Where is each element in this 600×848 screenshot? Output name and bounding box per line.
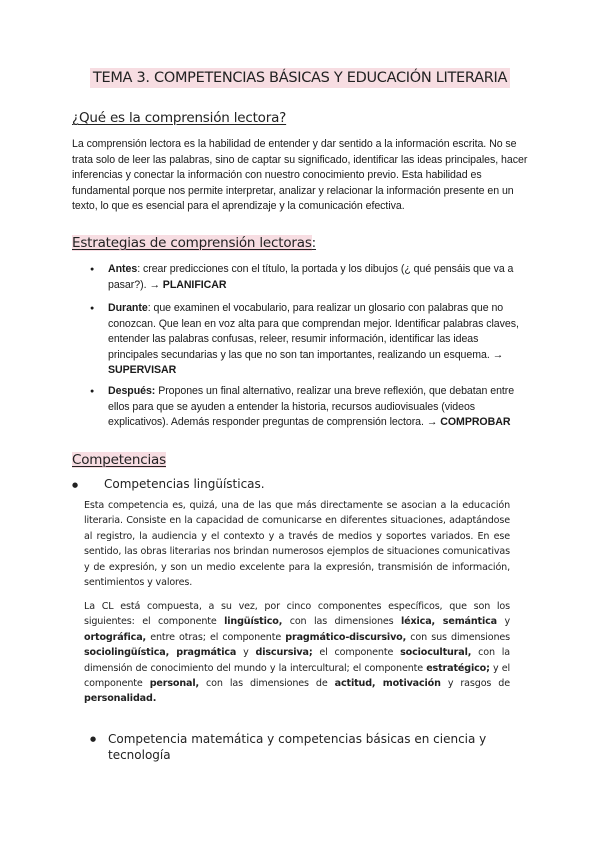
heading-competencias xyxy=(72,452,166,468)
list-item-durante xyxy=(90,301,530,379)
paragraph-competencia-linguistica: Esta competencia es, quizá, una de las que más directamente se asocian a la educación literaria. Consiste en la capacidad de comunicarse en diferentes situaciones, adaptándose al registro, la audiencia y el contexto y a través de medios y soportes variados. En ese sentido, las obras literarias nos brindan numerosos ejemplos de situaciones comunicativas y de expresión, y son un medio excelente para la expresión, transmisión de información, sentimientos y valores. xyxy=(84,500,510,589)
keyword: sociocultural, xyxy=(400,647,472,659)
bullet-competencias-linguisticas xyxy=(72,477,265,491)
strategy-result: COMPROBAR xyxy=(440,416,511,429)
paragraph-comprension-lectora: La comprensión lectora es la habilidad de entender y dar sentido a la información escrita. No se trata solo de leer las palabras, sino de captar su significado, identificar las ideas principales, hacer inferencias y conectar la información con nuestro conocimiento previo. Esta habilidad es fundamental porque nos permite interpretar, analizar y relacionar la información presente en un texto, lo que es esencial para el aprendizaje y la comunicación efectiva. xyxy=(72,138,528,213)
list-item-despues xyxy=(90,384,530,431)
text-run: y xyxy=(497,616,511,628)
keyword: actitud, motivación xyxy=(334,678,441,690)
text-run: y rasgos de xyxy=(440,678,510,690)
title-row xyxy=(0,68,600,88)
keyword: ortográfica, xyxy=(84,631,147,643)
strategy-text: : crear predicciones con el título, la portada y los dibujos (¿ qué pensáis que va a pasar?). → xyxy=(108,263,514,291)
text-run: con la dimensión de conocimiento del mundo y la intercultural; el componente xyxy=(84,647,510,674)
heading-comprension-lectora: ¿Qué es la comprensión lectora? xyxy=(72,110,287,126)
keyword: personal, xyxy=(149,678,199,690)
text-run: el componente xyxy=(312,647,401,659)
text-run: La CL está compuesta, a su vez, por cinco componentes específicos, que son los siguientes: el componente xyxy=(84,601,510,628)
keyword: discursiva; xyxy=(255,647,313,659)
strategy-text: Propones un final alternativo, realizar una breve reflexión, que debatan entre ellos para que se ayuden a entender la historia, recursos audiovisuales (videos explicativos). Además responder preguntas de comprensión lectora. → xyxy=(108,385,515,429)
strategy-result: SUPERVISAR xyxy=(108,364,177,377)
heading-estrategias xyxy=(72,235,316,251)
heading-estrategias-colon: : xyxy=(311,235,317,251)
strategy-label: Después: xyxy=(108,385,156,397)
text-run: con las dimensiones de xyxy=(199,678,335,690)
keyword: sociolingüística, pragmática xyxy=(84,647,237,659)
keyword: personalidad. xyxy=(84,693,157,705)
strategy-text: : que examinen el vocabulario, para realizar un glosario con palabras que no conozcan. Que lean en voz alta para que comprendan mejor. Identificar palabras claves, entender las palabras confusas, releer, resumir información, identificar las ideas principales secundarias y las que no son tan importantes, realizando un esquema. → xyxy=(108,302,519,361)
text-run: y el componente xyxy=(84,662,510,690)
strategy-list-despues xyxy=(90,384,530,431)
heading-competencias-text: Competencias xyxy=(72,452,166,468)
heading-estrategias-text: Estrategias de comprensión lectoras xyxy=(72,235,312,251)
strategy-list-antes xyxy=(90,262,530,293)
keyword: léxica, semántica xyxy=(400,616,497,628)
text-run: con las dimensiones xyxy=(282,616,401,628)
paragraph-componentes-cl xyxy=(84,599,510,707)
list-item-antes xyxy=(90,262,530,293)
bullet-dot-icon: ● xyxy=(72,480,79,489)
keyword: lingüístico, xyxy=(224,616,283,628)
text-run: con sus dimensiones xyxy=(406,631,510,643)
bullet-competencia-matematica-label: Competencia matemática y competencias básicas en ciencia y tecnología xyxy=(108,732,487,762)
keyword: pragmático-discursivo, xyxy=(285,631,407,643)
bullet-dot-icon: ● xyxy=(90,735,97,743)
strategy-list-durante xyxy=(90,301,530,379)
text-run: y xyxy=(236,647,256,659)
page-title: TEMA 3. COMPETENCIAS BÁSICAS Y EDUCACIÓN LITERARIA xyxy=(90,68,510,88)
bullet-competencia-matematica xyxy=(90,731,510,763)
bullet-competencias-linguisticas-label: Competencias lingüísticas. xyxy=(104,477,265,491)
text-run: entre otras; el componente xyxy=(146,631,286,643)
strategy-result: PLANIFICAR xyxy=(162,278,227,291)
keyword: estratégico; xyxy=(426,662,490,674)
strategy-label: Durante xyxy=(108,302,148,314)
strategy-label: Antes xyxy=(108,263,138,275)
